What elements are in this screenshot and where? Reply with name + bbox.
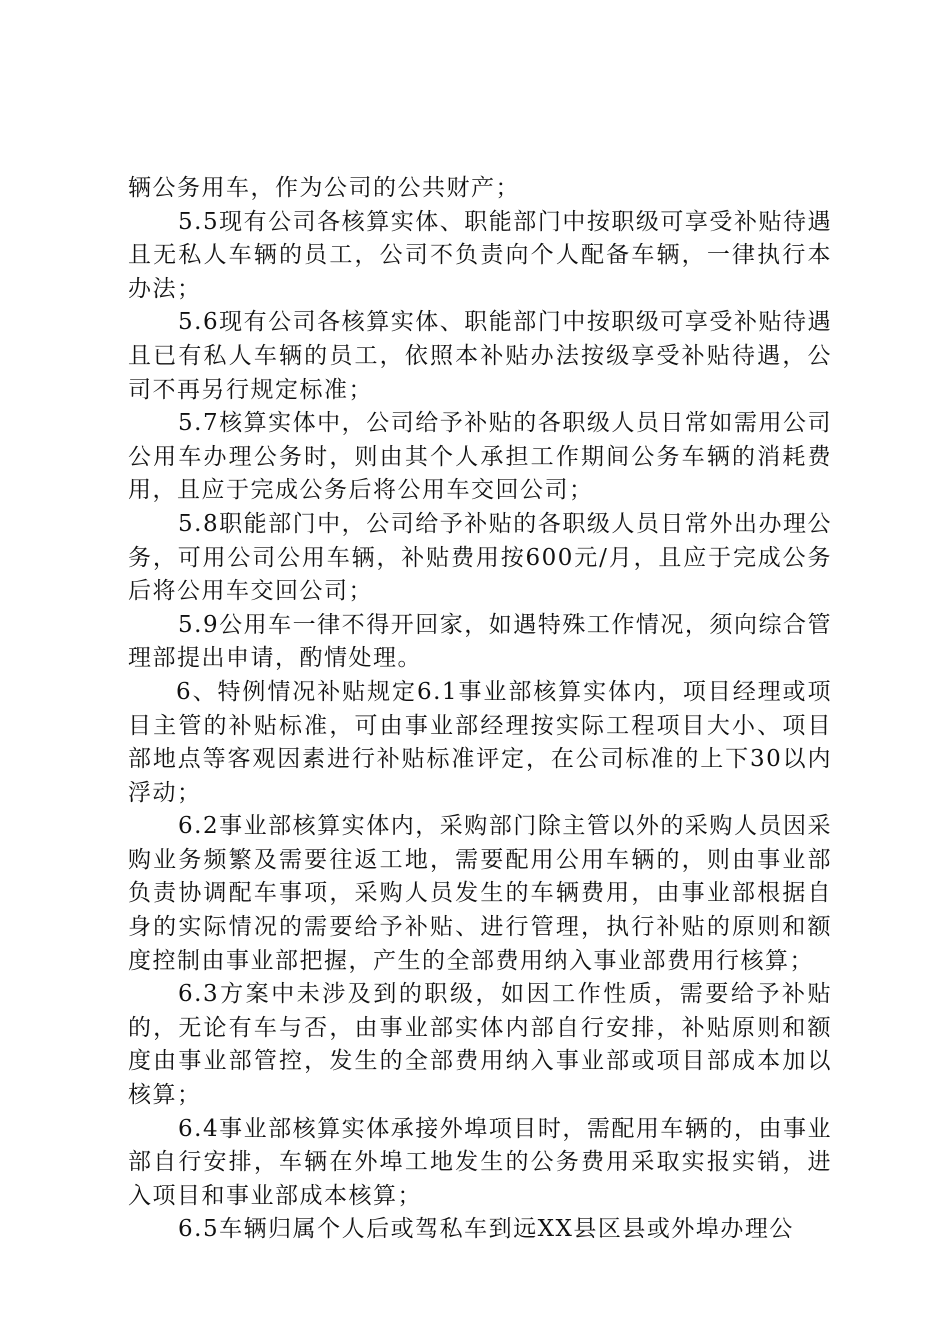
paragraph-continuation: 辆公务用车，作为公司的公共财产； <box>128 175 520 201</box>
paragraph-5-7: 5.7核算实体中，公司给予补贴的各职级人员日常如需用公司公用车办理公务时，则由其个人承担工作期间公务车辆的消耗费用，且应于完成公务后将公用车交回公司； <box>128 410 832 504</box>
paragraph-5-6: 5.6现有公司各核算实体、职能部门中按职级可享受补贴待遇且已有私人车辆的员工，依照本补贴办法按级享受补贴待遇，公司不再另行规定标准； <box>128 309 832 403</box>
paragraph-5-8: 5.8职能部门中，公司给予补贴的各职级人员日常外出办理公务，可用公司公用车辆，补贴费用按600元/月，且应于完成公务后将公用车交回公司； <box>128 510 832 605</box>
paragraph-5-5: 5.5现有公司各核算实体、职能部门中按职级可享受补贴待遇且无私人车辆的员工，公司不负责向个人配备车辆，一律执行本办法； <box>128 208 832 302</box>
document-body <box>128 172 832 1247</box>
paragraph-6-1: 6、特例情况补贴规定6.1事业部核算实体内，项目经理或项目主管的补贴标准，可由事业部经理按实际工程项目大小、项目部地点等客观因素进行补贴标准评定，在公司标准的上下30以内浮动； <box>128 678 832 806</box>
paragraph-6-3: 6.3方案中未涉及到的职级，如因工作性质，需要给予补贴的，无论有车与否，由事业部实体内部自行安排，补贴原则和额度由事业部管控，发生的全部费用纳入事业部或项目部成本加以核算； <box>128 981 832 1109</box>
paragraph-6-2: 6.2事业部核算实体内，采购部门除主管以外的采购人员因采购业务频繁及需要往返工地，需要配用公用车辆的，则由事业部负责协调配车事项，采购人员发生的车辆费用，由事业部根据自身的实际情况的需要给予补贴、进行管理，执行补贴的原则和额度控制由事业部把握，产生的全部费用纳入事业部费用行核算； <box>128 813 832 974</box>
paragraph-6-4: 6.4事业部核算实体承接外埠项目时，需配用车辆的，由事业部自行安排，车辆在外埠工地发生的公务费用采取实报实销，进入项目和事业部成本核算； <box>128 1115 832 1209</box>
paragraph-6-5: 6.5车辆归属个人后或驾私车到远XX县区县或外埠办理公 <box>178 1216 794 1243</box>
paragraph-5-9: 5.9公用车一律不得开回家，如遇特殊工作情况，须向综合管理部提出申请，酌情处理。 <box>128 611 832 672</box>
